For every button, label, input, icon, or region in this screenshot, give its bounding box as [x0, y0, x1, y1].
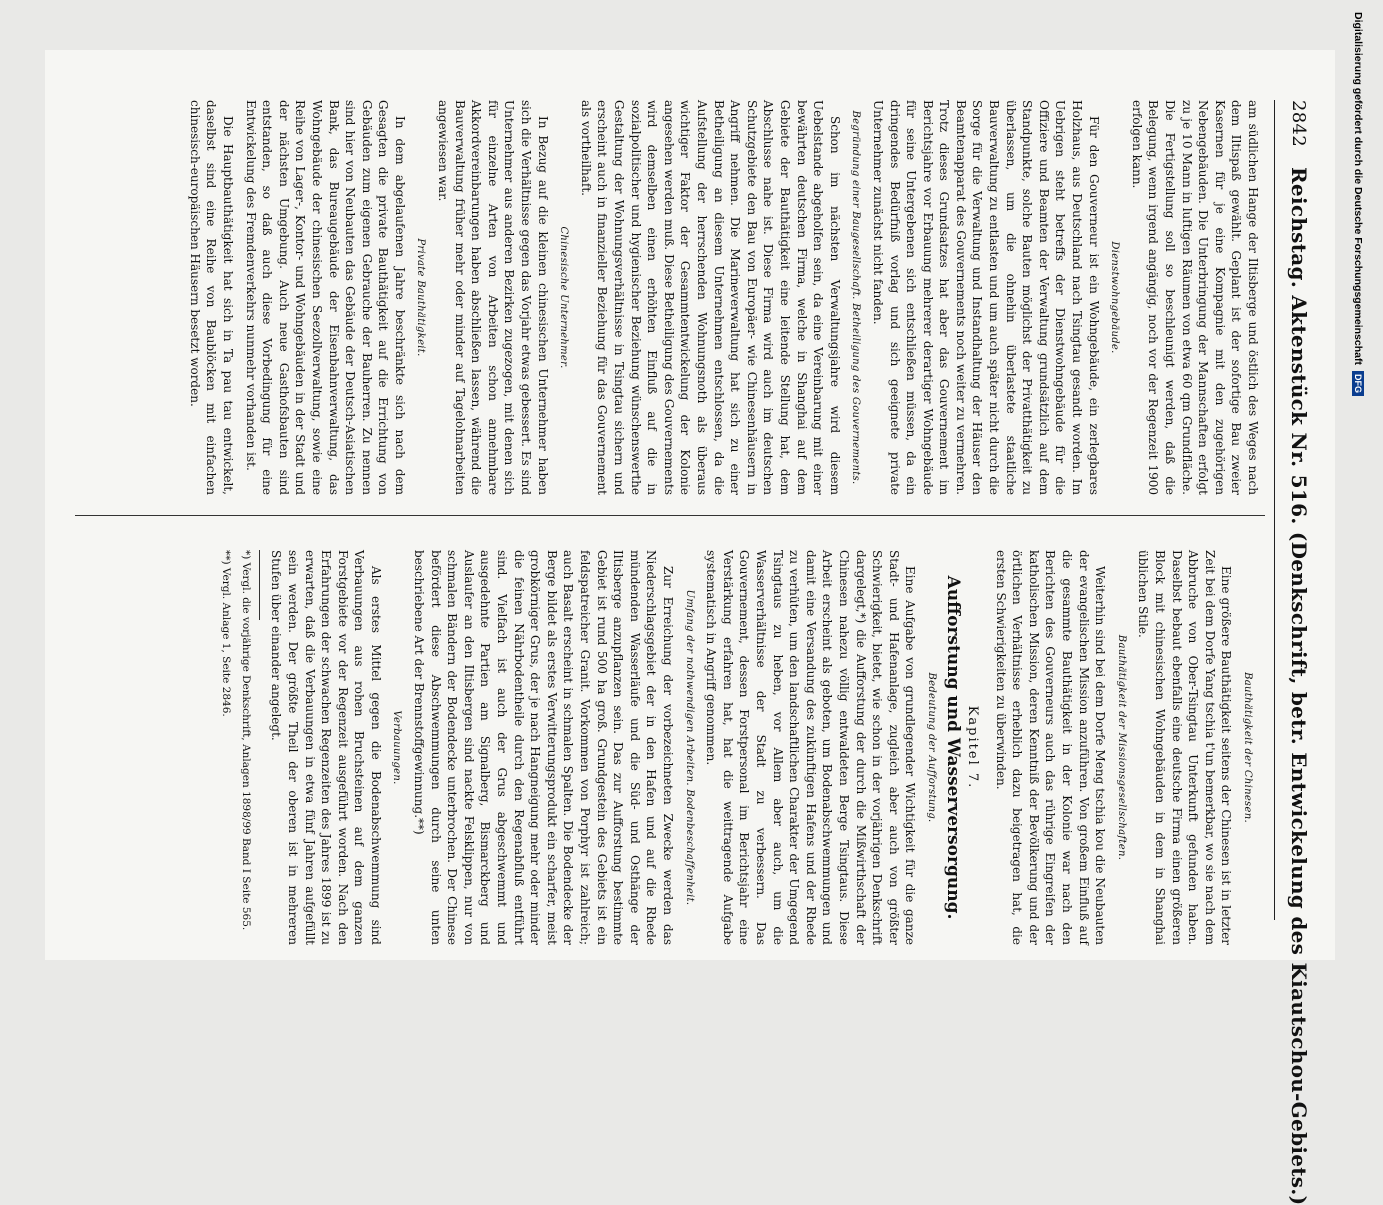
- paragraph: Eine größere Bauthätigkeit seitens der Chinesen ist in letzter Zeit bei dem Dorfe Yang tschia t'un bemerkbar, wo sie nach dem Abbruche von Ober-Tsingtau Unterkunft gefunden haben. Daselbst bebaut ebenfalls eine deutsche Firma einen größeren Block mit chinesischen Wohngebäuden in dem in Shanghai üblichen Stile.: [1136, 550, 1234, 945]
- running-header: [1281, 100, 1317, 1205]
- paragraph: Weiterhin sind bei dem Dorfe Meng tschia kou die Neubauten der evangelischen Mission anzuführen. Von großem Einfluß auf die gesammte Bauthätigkeit in der Kolonie war nach den Berichten des Gouverneurs auch das rührige Eingreifen der katholischen Mission, deren Kenntniß der Bevölkerung und der örtlichen Verhältnisse erheblich dazu beigetragen hat, die ersten Schwierigkeiten zu überwinden.: [993, 550, 1108, 945]
- paragraph: Eine Aufgabe von grundlegender Wichtigkeit für die ganze Stadt- und Hafenanlage, zugleich aber auch von größter Schwierigkeit, bietet, wie schon in der vorjährigen Denkschrift dargelegt,*) die Aufforstung der durch die Mißwirthschaft der Chinesen nahezu völlig entwaldeten Berge Tsingtaus. Diese Arbeit erscheint als geboten, um Bodenabschwemmungen und damit eine Versandung des zukünftigen Hafens und der Rhede zu verhüten, um den landschaftlichen Charakter der Umgegend Tsingtaus zu heben, vor Allem aber auch, um die Wasserverhältnisse der Stadt zu verbessern. Das Gouvernement, dessen Forstpersonal im Berichtsjahr eine Verstärkung erfahren hat, hat die weittragende Aufgabe systematisch in Angriff genommen.: [704, 550, 918, 945]
- paragraph: In dem abgelaufenen Jahre beschränkte sich nach dem Gesagten die private Bauthätigkeit auf die Errichtung von Gebäuden zum eigenen Gebrauche der Bauherren. Zu nennen sind hier von Neubauten das Gebäude der Deutsch-Asiatischen Bank, das Bureaugebäude der Eisenbahnverwaltung, das Wohngebäude der chinesischen Seezollverwaltung, sowie eine Reihe von Lager-, Kontor- und Wohngebäuden in der Stadt und der nächsten Umgebung. Auch neue Gasthofsbauten sind entstanden, so daß auch diese Vorbedingung für eine Entwickelung des Fremdenverkehrs nunmehr vorhanden ist.: [243, 100, 407, 495]
- footnote-rule: [259, 550, 260, 620]
- section-heading: Verbauungen.: [391, 710, 403, 785]
- digitization-text: Digitalisierung gefördert durch die Deutsche Forschungsgemeinschaft: [1352, 12, 1364, 365]
- section-heading: Bedeutung der Aufforstung.: [925, 672, 937, 823]
- paragraph: In Bezug auf die kleinen chinesischen Unternehmer haben sich die Verhältnisse gegen das Vorjahr etwas gebessert. Es sind Unternehmer aus anderen Bezirken zugezogen, mit denen sich für einzelne Arten von Arbeiten schon annehmbare Akkordvereinbarungen haben abschließen lassen, während die Bauverwaltung früher mehr oder minder auf Tagelohnarbeiten angewiesen war.: [436, 100, 550, 495]
- section-heading: Umfang der nothwendigen Arbeiten. Bodenbeschaffenheit.: [683, 589, 695, 906]
- section-heading: Bauthätigkeit der Missionsgesellschaften.: [1115, 634, 1127, 861]
- section-heading: Bauthätigkeit der Chinesen.: [1242, 672, 1253, 823]
- column-divider: [75, 515, 1265, 516]
- paragraph: Als erstes Mittel gegen die Bodenabschwemmung sind Verbauungen aus rohen Bruchsteinen auf dem ganzen Forstgebiete vor der Regenzeit ausgeführt worden. Nach den Erfahrungen der schwachen Regenzeiten des Jahres 1899 ist zu erwarten, daß die Verbauungen in etwa fünf Jahren aufgefüllt sein werden. Der größte Theil der oberen ist in mehreren Stufen über einander angelegt.: [269, 550, 383, 945]
- chapter-title: Aufforstung und Wasserversorgung.: [943, 575, 964, 920]
- digitization-notice: [1338, 12, 1378, 977]
- chapter-number: Kapitel 7.: [965, 705, 981, 790]
- page-number: 2842: [1288, 100, 1310, 148]
- scanned-page: [45, 50, 1335, 1205]
- paragraph: am südlichen Hange der Iltisberge und östlich des Weges nach dem Iltispaß gewählt. Geplant ist der sofortige Bau zweier Kasernen für je eine Kompagnie mit den zugehörigen Nebengebäuden. Die Unterbringung der Mannschaften erfolgt zu je 10 Mann in luftigen Räumen von etwa 60 qm Grundfläche. Die Fertigstellung soll so beschleunigt werden, daß die Belegung, wenn irgend angängig, noch vor der Regenzeit 1900 erfolgen kann.: [1129, 100, 1260, 495]
- rotated-page-content: [45, 50, 1335, 1205]
- paragraph: Zur Erreichung der vorbezeichneten Zwecke werden das Niederschlagsgebiet der in den Hafen und auf die Rhede mündenden Wasserläufe und die Süd- und Osthänge der Iltisberge anzupflanzen sein. Das zur Aufforstung bestimmte Gebiet ist rund 500 ha groß. Grundgestein des Gebiets ist ein feldspatreicher Granit. Vorkommen von Porphyr ist zahlreich; auch Basalt erscheint in schmalen Spalten. Die Bodendecke der Berge bildet als erstes Verwitterungsprodukt ein scharfer, meist grobkörniger Grus, der je nach Hangneigung mehr oder minder die feinen Nährbodentheile durch den Regenabfluß entführt sind. Vielfach ist auch der Grus abgeschwemmt und ausgedehnte Partien am Signalberg, Bismarckberg und Auslaufer an den Iltisbergen sind nackte Felsklippen, nur von schmalen Bändern der Bodendecke unterbrochen. Der Chinese befördert diese Abschwemmungen durch seine unten beschriebene Art der Brennstoffgewinnung.**): [412, 550, 675, 945]
- paragraph: Die Hauptbauthätigkeit hat sich in Ta pau tau entwickelt, daselbst sind eine Reihe von Baublöcken mit einfachen chinesisch-europäischen Häusern besetzt worden.: [187, 100, 235, 495]
- footnote: **) Vergl. Anlage 1, Seite 2846.: [219, 550, 232, 717]
- dfg-logo: DFG: [1352, 371, 1364, 396]
- left-column: [180, 100, 1261, 495]
- header-title: Reichstag. Aktenstück Nr. 516. (Denkschrift, betr. Entwickelung des Kiautschou-Gebiets.): [1287, 167, 1311, 1205]
- paragraph: Schon im nächsten Verwaltungsjahre wird diesem Uebelstande abgeholfen sein, da eine Vereinbarung mit einer bewährten deutschen Firma, welche in Shanghai auf dem Gebiete der Bauthätigkeit eine leitende Stellung hat, dem Abschlusse nahe ist. Diese Firma wird auch im deutschen Schutzgebiete den Bau von Europäer- wie Chinesenhäusern in Angriff nehmen. Die Marineverwaltung hat sich zu einer Betheiligung an diesem Unternehmen entschlossen, da die Aufstellung der herrschenden Wohnungsnoth als überaus wichtiger Faktor der Gesammtentwickelung der Kolonie angesehen werden muß. Diese Betheiligung des Gouvernements wird demselben einen erhöhten Einfluß auf die in sozialpolitischer und hygienischer Beziehung wünschenswerthe Gestaltung der Wohnungsverhältnisse in Tsingtau sichern und erscheint auch in finanzieller Beziehung für das Gouvernement als vortheilhaft.: [578, 100, 842, 495]
- right-column: [213, 550, 1261, 945]
- section-heading: Private Bauthätigkeit.: [415, 238, 427, 357]
- header-rule: [1274, 100, 1275, 920]
- paragraph: Für den Gouverneur ist ein Wohngebäude, ein zerlegbares Holzhaus, aus Deutschland nach Tsingtau gesandt worden. Im Uebrigen steht betreffs der Dienstwohngebäude für die Offiziere und Beamten der Verwaltung grundsätzlich auf dem Standpunkte, solche Bauten möglichst der Privatthätigkeit zu überlassen, um die ohnehin überlastete staatliche Bauverwaltung zu entlasten und um auch später nicht durch die Sorge für die Verwaltung und Instandhaltung der Häuser den Beamtenapparat des Gouvernements noch weiter zu vermehren. Trotz dieses Grundsatzes hat aber das Gouvernement im Berichtsjahre vor Erbauung mehrerer derartiger Wohngebäude für seine Untergebenen sich entschließen müssen, da ein dringendes Bedürfniß vorlag und sich geeignete private Unternehmer zunächst nicht fanden.: [870, 100, 1101, 495]
- section-heading: Begründung einer Baugesellschaft. Betheiligung des Gouvernements.: [850, 110, 862, 485]
- section-heading: Chinesische Unternehmer.: [558, 226, 570, 369]
- section-heading: Dienstwohngebäude.: [1109, 241, 1121, 354]
- footnote: *) Vergl. die vorjährige Denkschrift, Anlagen 1898/99 Band I Seite 565.: [239, 550, 252, 931]
